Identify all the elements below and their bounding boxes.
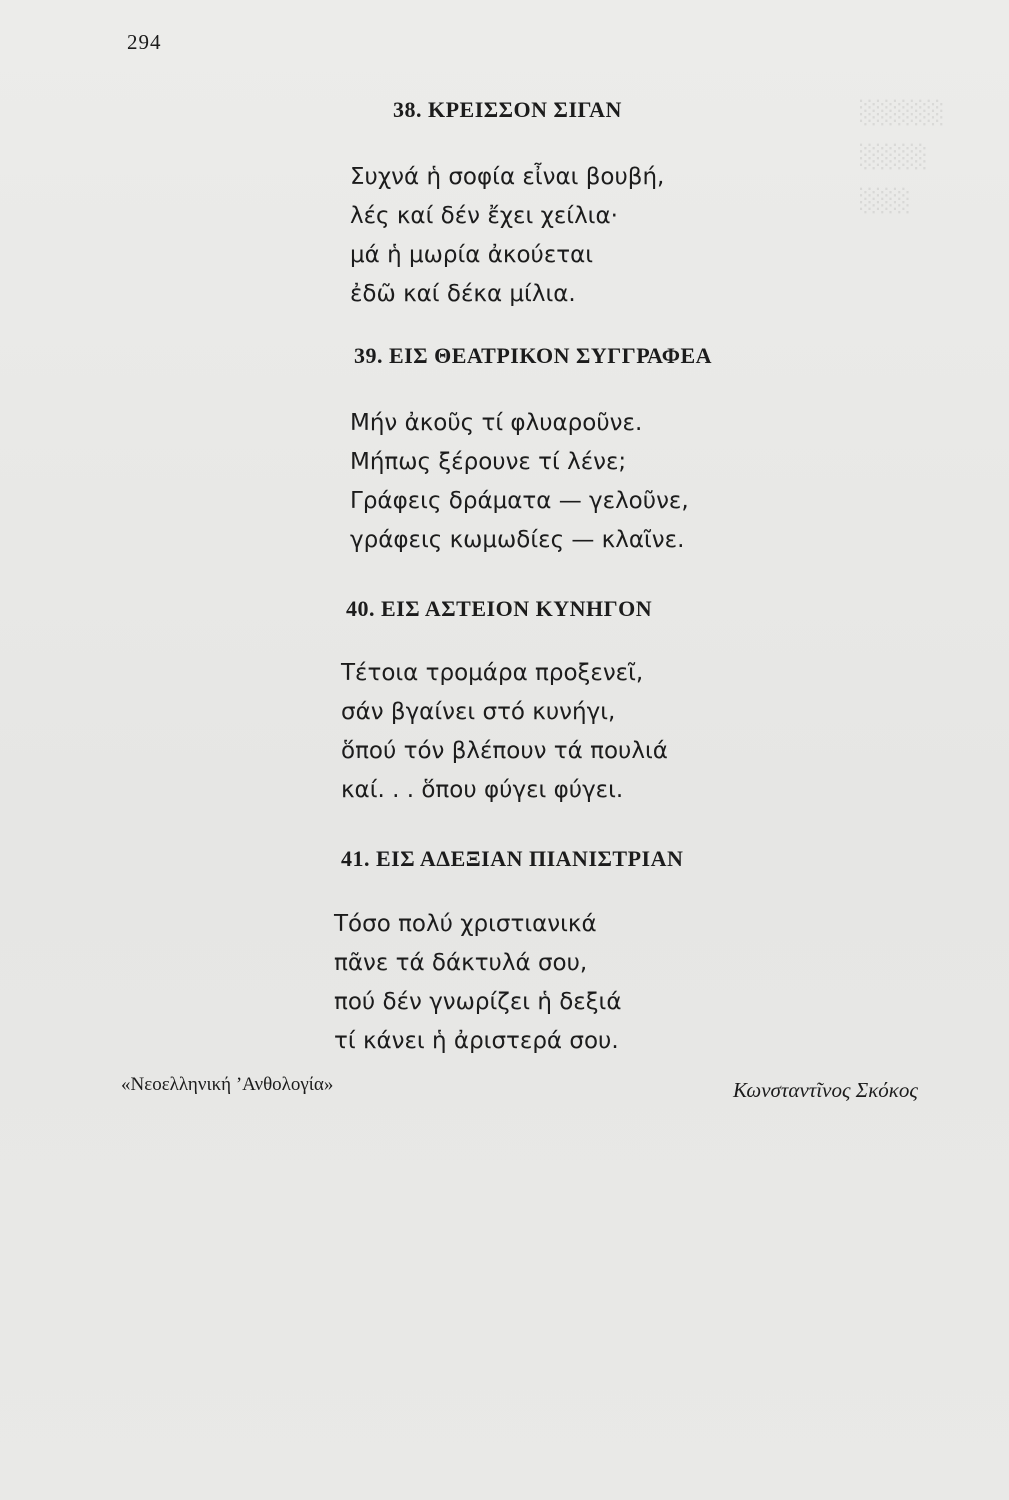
author-name: Κωνσταντῖνος Σκόκος (733, 1078, 918, 1102)
poem-line: τί κάνει ἡ ἀριστερά σου. (334, 1028, 619, 1054)
poem-line: Τέτοια τρομάρα προξενεῖ, (341, 660, 644, 686)
poem-line: ὅπού τόν βλέπουν τά πουλιά (341, 738, 668, 764)
page-number: 294 (127, 30, 162, 54)
poem-line: Τόσο πολύ χριστιανικά (334, 911, 597, 937)
poem-body (341, 654, 668, 810)
poem-line: πού δέν γνωρίζει ἡ δεξιά (334, 989, 622, 1015)
poem-line: Γράφεις δράματα — γελοῦνε, (350, 488, 689, 514)
poem-line: Μήν ἀκοῦς τί φλυαροῦνε. (350, 410, 643, 436)
poem-body (350, 404, 689, 560)
poem-line: γράφεις κωμωδίες — κλαῖνε. (350, 527, 685, 553)
poem-title: 41. ΕΙΣ ΑΔΕΞΙΑΝ ΠΙΑΝΙΣΤΡΙΑΝ (341, 846, 684, 871)
poem-line: λές καί δέν ἔχει χείλια· (350, 203, 618, 229)
poem-line: μά ἡ μωρία ἀκούεται (350, 242, 594, 268)
poem-line: Μήπως ξέρουνε τί λένε; (350, 449, 627, 475)
poem-title: 39. ΕΙΣ ΘΕΑΤΡΙΚΟΝ ΣΥΓΓΡΑΦΕΑ (354, 343, 713, 368)
poem-title: 40. ΕΙΣ ΑΣΤΕΙΟΝ ΚΥΝΗΓΟΝ (346, 596, 653, 621)
poem-line: Συχνά ἡ σοφία εἶναι βουβή, (350, 164, 665, 190)
poem-body (350, 158, 664, 314)
bleed-through-texture: ░░░░░ ░░░░ ░░░ (860, 101, 945, 214)
poem-line: καί. . . ὅπου φύγει φύγει. (341, 777, 624, 803)
poem-line: ἐδῶ καί δέκα μίλια. (350, 281, 576, 307)
poem-body (334, 905, 622, 1061)
poem-line: πᾶνε τά δάκτυλά σου, (334, 950, 588, 976)
poem-title: 38. ΚΡΕΙΣΣΟΝ ΣΙΓΑΝ (393, 97, 622, 122)
poem-line: σάν βγαίνει στό κυνήγι, (341, 699, 616, 725)
anthology-source: «Νεοελληνική ’Ανθολογία» (121, 1074, 334, 1095)
